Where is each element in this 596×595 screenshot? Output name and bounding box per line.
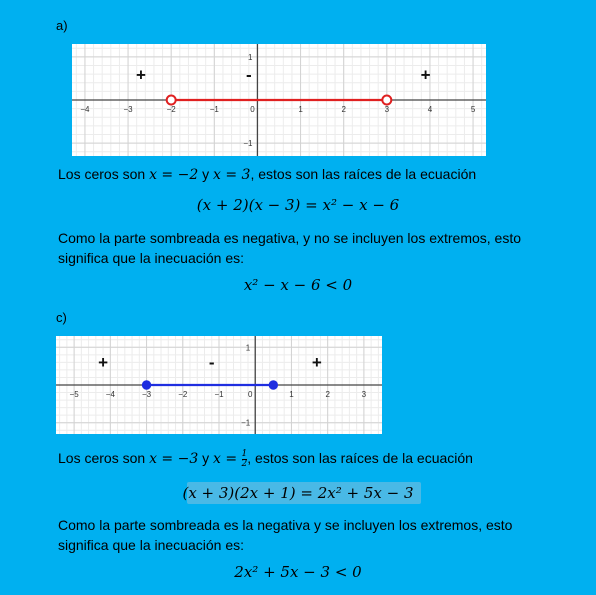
x-tick-label: 3 [384,105,390,114]
section-c-label: c) [56,310,67,325]
y-tick-label: 1 [245,343,251,353]
sign-label: + [420,65,431,85]
zeros-sentence-c: Los ceros son x = −3 y x = $\frac{1}{2}$ , estos son las raíces de la ecuación [58,448,473,469]
fraction-one-half: $\frac{1}{2}$ [241,448,248,469]
x-tick-label: 1 [298,105,303,114]
sign-label: + [311,353,322,373]
x-tick-label: 0 [247,390,253,399]
x-tick-label: 3 [361,390,367,399]
x-tick-label: −3 [141,390,152,399]
x-tick-label: −1 [209,105,219,114]
x-tick-label: 5 [470,105,476,114]
open-endpoint [382,96,391,105]
number-line-chart-a [72,44,486,156]
explanation-c: Como la parte sombreada es la negativa y se incluyen los extremos, esto significa que la inecuación es: [58,517,513,553]
inequality-c: 2x² + 5x − 3 < 0 [234,563,362,581]
inequality-a: x² − x − 6 < 0 [243,276,353,294]
x-tick-label: 2 [341,105,346,114]
sign-label: - [208,353,215,373]
sign-label: + [98,353,109,373]
x-tick-label: −3 [123,105,133,114]
zeros-sentence-a: Los ceros son x = −2 y x = 3, estos son las raíces de la ecuación [58,166,477,183]
x-tick-label: 2 [325,390,330,399]
x-tick-label: −4 [105,390,115,399]
x-tick-label: −4 [80,105,90,114]
x-tick-label: −5 [69,390,79,399]
x-tick-label: 0 [250,105,255,114]
y-tick-label: −1 [243,139,253,149]
y-tick-label: 1 [247,52,253,62]
x-tick-label: −2 [166,105,176,114]
equation-c: (x + 3)(2x + 1) = 2x² + 5x − 3 [182,484,414,502]
y-tick-label: −1 [241,418,251,428]
closed-endpoint [142,381,150,389]
equation-a: (x + 2)(x − 3) = x² − x − 6 [196,196,400,214]
x-tick-label: −1 [214,390,224,399]
sign-label: + [136,65,146,85]
number-line-chart-c [56,336,382,434]
x-tick-label: 4 [427,105,433,114]
explanation-a: Como la parte sombreada es negativa, y no se incluyen los extremos, esto significa que la inecuación es: [58,230,522,266]
sign-label: - [245,65,252,85]
x-tick-label: 1 [289,390,294,399]
open-endpoint [167,96,176,105]
section-a-label: a) [56,18,68,33]
x-tick-label: −2 [178,390,188,399]
closed-endpoint [269,381,277,389]
